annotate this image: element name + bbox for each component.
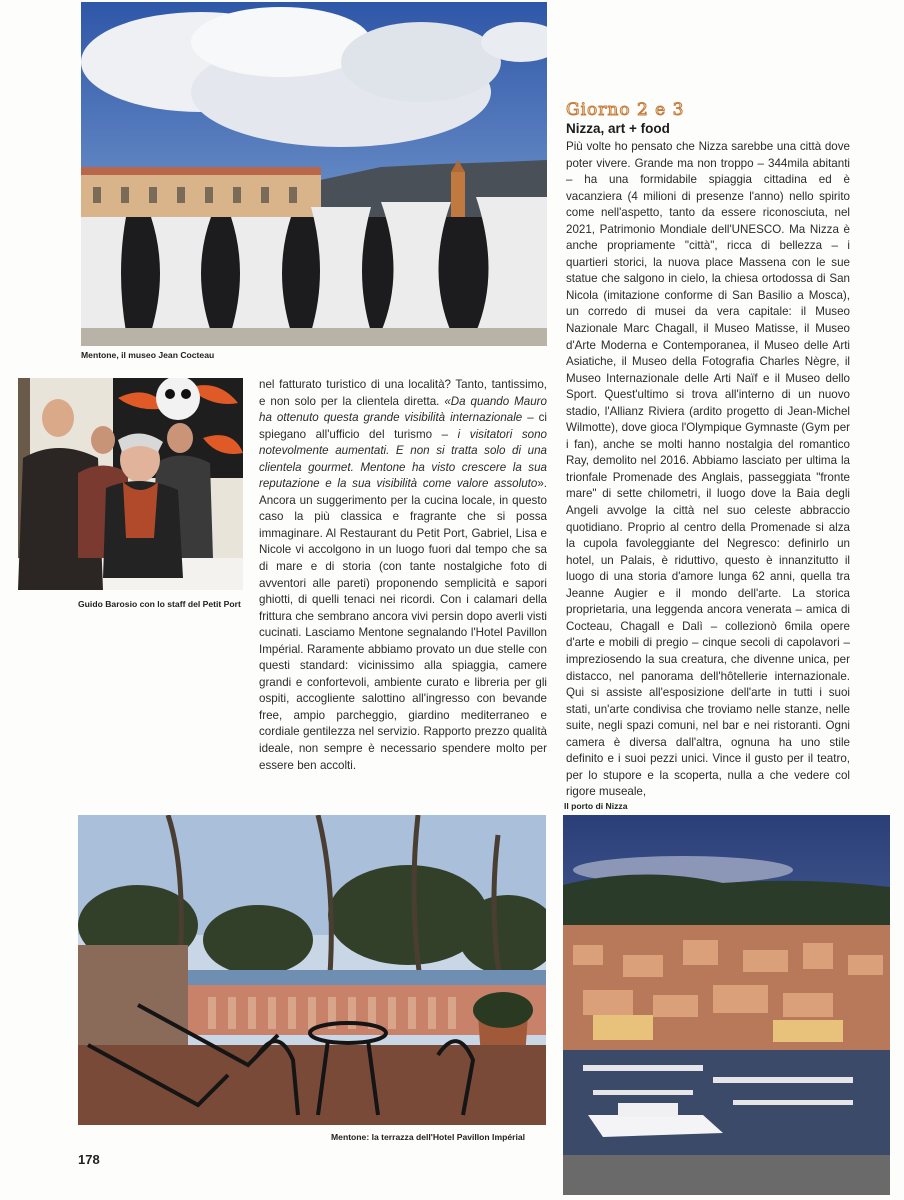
day-label: Giorno 2 e 3 bbox=[566, 100, 685, 120]
caption-staff: Guido Barosio con lo staff del Petit Port bbox=[78, 599, 241, 609]
quote-tourism-office-cont: i visitatori sono notevolmente aumentati. E non si tratta solo di una clientela gourmet. Mentone ha visto crescere la sua reputazione e la sua visibilità come valore assoluto bbox=[259, 427, 547, 491]
left-paragraph-end: ». Ancora un suggerimento per la cucina locale, in questo caso la più classica e fragrante che si possa immaginare. Al Restaurant du Petit Port, Gabriel, Lisa e Nicole vi accolgono in un luogo fuori dal tempo che sa di mare e di storia (con tante nostalgiche foto di avventori alle pareti) proponendo semplicità e sapori ghiotti, di quelli tenaci nei ricordi. Con i calamari della frittura che sembrano ancora vivi persin dopo averli visti cucinati. Lasciamo Mentone segnalando l'Hotel Pavillon Impérial. Raramente abbiamo provato un due stelle con questi standard: vicinissimo alla spiaggia, camere grandi e confortevoli, ambiente curato e libreria per gli ospiti, accogliente salottino all'ingresso con bevande free, ampio parcheggio, giardino mediterraneo e cordiale gentilezza nel servizio. Rapporto prezzo qualità ideale, non sempre è necessario spendere molto per essere ben accolti. bbox=[259, 477, 547, 772]
quote-tourism-office: «Da quando Mauro ha ottenuto questa grande visibilità internazionale bbox=[259, 394, 547, 425]
left-paragraph-start: nel fatturato turistico di una località? Tanto, tantissimo, e non solo per la clientela diretta. bbox=[259, 378, 547, 408]
photo-petit-port-staff bbox=[18, 378, 243, 590]
caption-port: Il porto di Nizza bbox=[564, 801, 628, 811]
caption-terrace: Mentone: la terrazza dell'Hotel Pavillon Impérial bbox=[331, 1132, 526, 1142]
photo-hotel-terrace bbox=[78, 815, 546, 1125]
article-right-column: Più volte ho pensato che Nizza sarebbe una città dove poter vivere. Grande ma non troppo – 344mila abitanti – ha una formidabile spiaggia cittadina ed è vacanziera (4 milioni di presenze l'anno) nello spirito come nell'aspetto, tanto da essere riconosciuta, nel 2021, Patrimonio Mondiale dell'UNESCO. Ma Nizza è anche propriamente "città", ricca di bellezza – i quartieri storici, la nuova place Massena con le sue statue che salgono in cielo, la chiesa ortodossa di San Nicola (imitazione conforme di San Basilio a Mosca), un corredo di musei da vera capitale: il Museo Nazionale Marc Chagall, il Museo Matisse, il Museo d'Arte Moderna e Contemporanea, il Museo delle Arti Asiatiche, il Museo della Fotografia Charles Nègre, il Museo Internazionale delle Arti Naïf e il Museo dello Sport. Quest'ultimo si trova all'interno di un nuovo stadio, l'Allianz Riviera (ardito progetto di Jean-Michel Wilmotte), dove gioca l'Olympique Gymnaste (Gym per i fan), anche se molti hanno nostalgia del romantico Ray, demolito nel 2016. Abbiamo lasciato per ultima la trionfale Promenade des Anglais, passeggiata "fronte mare" di sette chilometri, il luogo dove la Baia degli Angeli avvolge la città nel suo celeste abbraccio quotidiano. Proprio al centro della Promenade si alza la cupola favoleggiante del Negresco: definirlo un hotel, un Palais, è riduttivo, questo è innanzitutto il luogo di una storia d'amore lunga 62 anni, quella tra Jeanne Augier e il mondo dell'arte. La storica proprietaria, una leggenda ancora venerata – amica di Cocteau, Chagall e Dalì – collezionò 6mila opere d'arte e mobili di pregio – cinque secoli di capolavori – impreziosendo la sua creatura, che divenne unica, per distacco, nel panorama dell'hôtellerie internazionale. Qui si assiste all'esposizione dell'arte in tutti i suoi stati, un'arte condivisa che troviamo nelle stanze, nelle suite, negli spazi comuni, nel bar e nei ristoranti. Ogni camera è diversa dall'altra, ognuna ha uno stile definito e i suoi pezzi unici. Vince il gusto per il teatro, per lo stupore e la scoperta, nulla a che vedere col rigore museale, bbox=[566, 140, 850, 799]
caption-cocteau-museum: Mentone, il museo Jean Cocteau bbox=[81, 350, 215, 360]
left-paragraph-aside: – ci spiegano all'ufficio del turismo – bbox=[259, 411, 547, 441]
article-left-column bbox=[259, 377, 547, 774]
section-title: Nizza, art + food bbox=[566, 121, 670, 136]
photo-cocteau-museum bbox=[81, 2, 547, 346]
page-number: 178 bbox=[78, 1152, 100, 1167]
photo-nice-port bbox=[563, 815, 890, 1195]
